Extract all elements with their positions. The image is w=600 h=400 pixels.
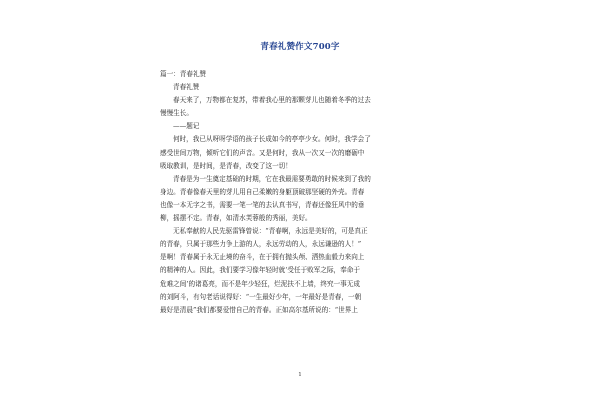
paragraph-line: 感受世间万物，倾听它们的声音。又是何时，我从一次又一次的磨砺中	[160, 148, 365, 157]
paragraph-line: 是啊！青春属于永无止境的奋斗，在于拥有抛头颅、洒热血毅力来向上	[160, 253, 365, 262]
paragraph-line: 的刘阿斗，有句老话说得好：“一生最好少年，一年最好是青春，一朝	[160, 292, 362, 301]
paragraph-line: 慢慢生长。	[160, 109, 193, 118]
paragraph-line: 柳，摇摆不定。青春，如清水芙蓉般的秀丽，美好。	[160, 214, 312, 223]
epigraph-attribution: ——题记	[173, 122, 200, 131]
paragraph-line: 何时，我已从呀呀学语的孩子长成如今的亭亭少女。何时，我学会了	[173, 135, 371, 144]
document-body	[160, 68, 450, 317]
paragraph-line: 的精神的人。因此，我们要学习像年轻时就‘受任于败军之际，奉命于	[160, 266, 360, 275]
paragraph-line: 危难之间’的诸葛亮，而不是年少轻狂，烂泥扶不上墙，终究一事无成	[160, 279, 360, 288]
paragraph-line: 最好是清晨”我们都要爱惜自己的青春。正如高尔基所说的：“世界上	[160, 305, 358, 314]
paragraph-line: 身边。青春像春天里的芽儿用自己柔嫩的身躯顶破那坚硬的外壳。青春	[160, 187, 365, 196]
section-heading: 篇一：青春礼赞	[160, 70, 207, 78]
paragraph-line: 春天来了，万物都在复苏，带着我心里的那颗芽儿也随着冬季的过去	[173, 96, 371, 105]
document-title: 青春礼赞作文700字	[260, 42, 340, 52]
page-number: 1	[298, 372, 302, 378]
paragraph-line: 的青春，只属于那些力争上游的人，永远劳动的人，永远谦逊的人！”	[160, 240, 362, 249]
paragraph-line: 无私奉献的人民先驱雷锋曾说：“青春啊，永远是美好的，可是真正	[173, 227, 368, 236]
paragraph-line: 吸取教训，是时间，是青春，改变了这一切！	[160, 161, 292, 170]
paragraph-line: 也像一本无字之书，需要一笔一笔的去认真书写，青春还像狂风中的垂	[160, 200, 365, 209]
subtitle: 青春礼赞	[173, 83, 200, 92]
paragraph-line: 青春是为一生奠定基础的时期，它在我最需要勇敢的时候来到了我的	[173, 174, 371, 183]
